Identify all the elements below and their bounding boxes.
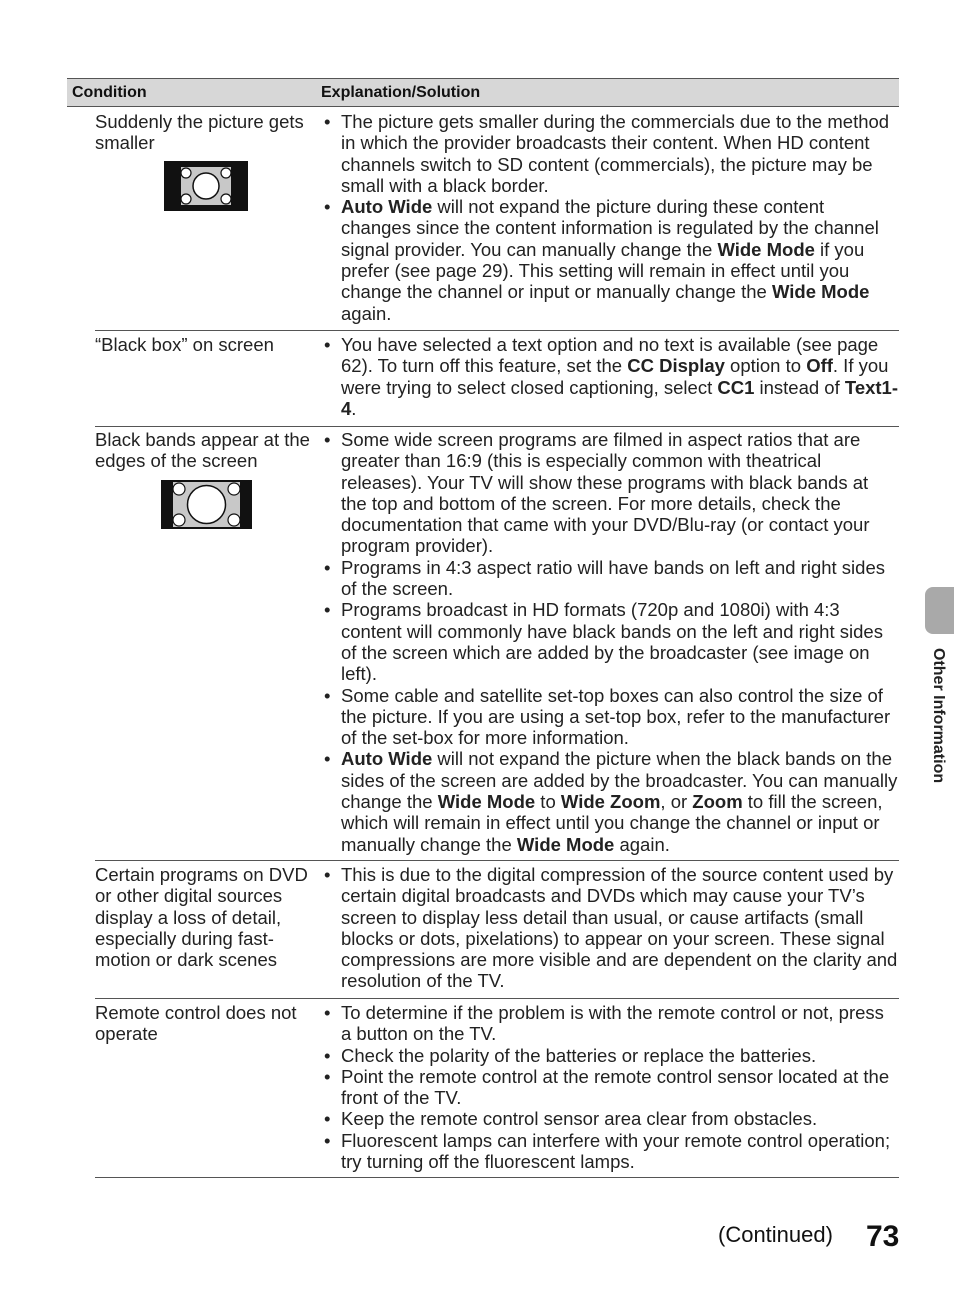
- bullet-text: again.: [341, 302, 392, 324]
- bullet-text: Programs broadcast in HD formats (720p and 1080i) with 4:3 content will commonly have black bands on the left and right sides of the screen which are added by the broadcaster (see image on left).: [341, 599, 883, 685]
- bold-term: Wide Mode: [437, 791, 536, 813]
- solution-bullet: [324, 334, 899, 419]
- bullet-text: Some cable and satellite set-top boxes can also control the size of the picture. If you are using a set-top box, refer to the manufacturer of the set-box for more information.: [341, 684, 891, 749]
- table-header: [67, 78, 899, 107]
- bullet-text: This is due to the digital compression of the source content used by certain digital broadcasts and DVDs which may cause your TV’s screen to display less detail than usual, or cause artifacts (small blocks or dots, pixelations) to appear on your screen. These signal compressions are more visible and are dependent on the clarity and resolution of the TV.: [341, 864, 898, 992]
- solution-list: [324, 111, 899, 324]
- bullet-text: if you prefer (see page 29). This setting will remain in effect until you change the channel or input or manually change the: [341, 238, 865, 303]
- solution-list: [324, 1002, 899, 1172]
- condition-text: Remote control does not operate: [95, 1002, 297, 1045]
- bold-term: Auto Wide: [341, 196, 433, 218]
- bullet-text: Point the remote control at the remote control sensor located at the front of the TV.: [341, 1065, 890, 1109]
- page-number: 73: [866, 1220, 900, 1253]
- condition-text: Certain programs on DVD or other digital sources display a loss of detail, especially during fast-motion or dark scenes: [95, 864, 308, 971]
- bullet-text: Programs in 4:3 aspect ratio will have bands on left and right sides of the screen.: [341, 556, 885, 600]
- bullet-text: Keep the remote control sensor area clear from obstacles.: [341, 1108, 818, 1130]
- picture-smaller-diagram-icon: [164, 161, 248, 211]
- bold-term: Zoom: [692, 791, 743, 813]
- condition-text: “Black box” on screen: [95, 334, 274, 355]
- solution-bullet: [324, 1045, 899, 1066]
- solution-list: [324, 429, 899, 855]
- bullet-text: will not expand the picture during these content changes since the content information is regulated by the channel signal provider. You can manually change the: [341, 196, 879, 260]
- row-divider: [95, 998, 899, 999]
- bullet-text: , or: [660, 791, 693, 813]
- continued-label: (Continued): [718, 1222, 833, 1247]
- solution-bullet: [324, 1066, 899, 1109]
- bold-term: Wide Mode: [771, 281, 870, 303]
- table-bottom-rule: [95, 1177, 899, 1178]
- solution-bullet: [324, 1108, 899, 1129]
- bullet-text: . If you were trying to select closed captioning, select: [341, 355, 889, 398]
- bullet-text: You have selected a text option and no text is available (see page 62). To turn off this feature, set the: [341, 334, 879, 377]
- bold-term: CC1: [717, 376, 755, 398]
- solution-bullet: [324, 429, 899, 557]
- bold-term: Off: [806, 355, 833, 377]
- bullet-text: will not expand the picture when the black bands on the sides of the screen are added by the broadcaster. You can manually change the: [341, 748, 898, 813]
- explanation-column-header: Explanation/Solution: [321, 84, 481, 101]
- bold-term: CC Display: [627, 355, 725, 377]
- bullet-text: instead of: [754, 376, 845, 398]
- condition-text: Black bands appear at the edges of the screen: [95, 429, 310, 472]
- bullet-text: to fill the screen, which will remain in effect until you change the channel or input or manually change the: [341, 791, 883, 855]
- row-divider: [95, 330, 899, 331]
- bullet-text: Fluorescent lamps can interfere with your remote control operation; try turning off the fluorescent lamps.: [341, 1129, 891, 1173]
- bold-term: Text1-4: [341, 376, 899, 419]
- solution-bullet: [324, 685, 899, 749]
- bullet-text: to: [535, 791, 561, 813]
- solution-bullet: [324, 1130, 899, 1173]
- bold-term: Wide Zoom: [560, 791, 661, 813]
- section-tab: [925, 587, 954, 634]
- bold-term: Auto Wide: [341, 748, 433, 770]
- bullet-text: To determine if the problem is with the remote control or not, press a button on the TV.: [341, 1002, 884, 1045]
- condition-text: Suddenly the picture gets smaller: [95, 111, 304, 154]
- row-divider: [95, 860, 899, 861]
- solution-list: [324, 334, 899, 419]
- bullet-text: again.: [614, 833, 670, 855]
- black-bands-diagram-icon: [161, 480, 252, 529]
- row-divider: [95, 426, 899, 427]
- bullet-text: Some wide screen programs are filmed in aspect ratios that are greater than 16:9 (this is especially common with theatrical releases). Your TV will show these programs with black bands at the top and bottom of the screen. For more details, check the documentation that came with your DVD/Blu-ray (or contact your program provider).: [341, 429, 870, 557]
- solution-bullet: [324, 864, 899, 992]
- bullet-text: .: [351, 397, 357, 419]
- solution-bullet: [324, 196, 899, 324]
- condition-column-header: Condition: [72, 84, 147, 101]
- solution-bullet: [324, 111, 899, 196]
- solution-bullet: [324, 557, 899, 600]
- bold-term: Wide Mode: [717, 238, 815, 260]
- solution-bullet: [324, 748, 899, 854]
- bold-term: Wide Mode: [516, 833, 615, 855]
- bullet-text: Check the polarity of the batteries or replace the batteries.: [341, 1044, 817, 1066]
- section-tab-text: Other Information: [930, 648, 947, 784]
- bullet-text: option to: [724, 355, 807, 377]
- solution-bullet: [324, 1002, 899, 1045]
- bullet-text: The picture gets smaller during the commercials due to the method in which the provider broadcasts their content. When HD content channels switch to SD content (commercials), the picture may be small with a black border.: [341, 111, 890, 196]
- solution-list: [324, 864, 899, 992]
- solution-bullet: [324, 599, 899, 684]
